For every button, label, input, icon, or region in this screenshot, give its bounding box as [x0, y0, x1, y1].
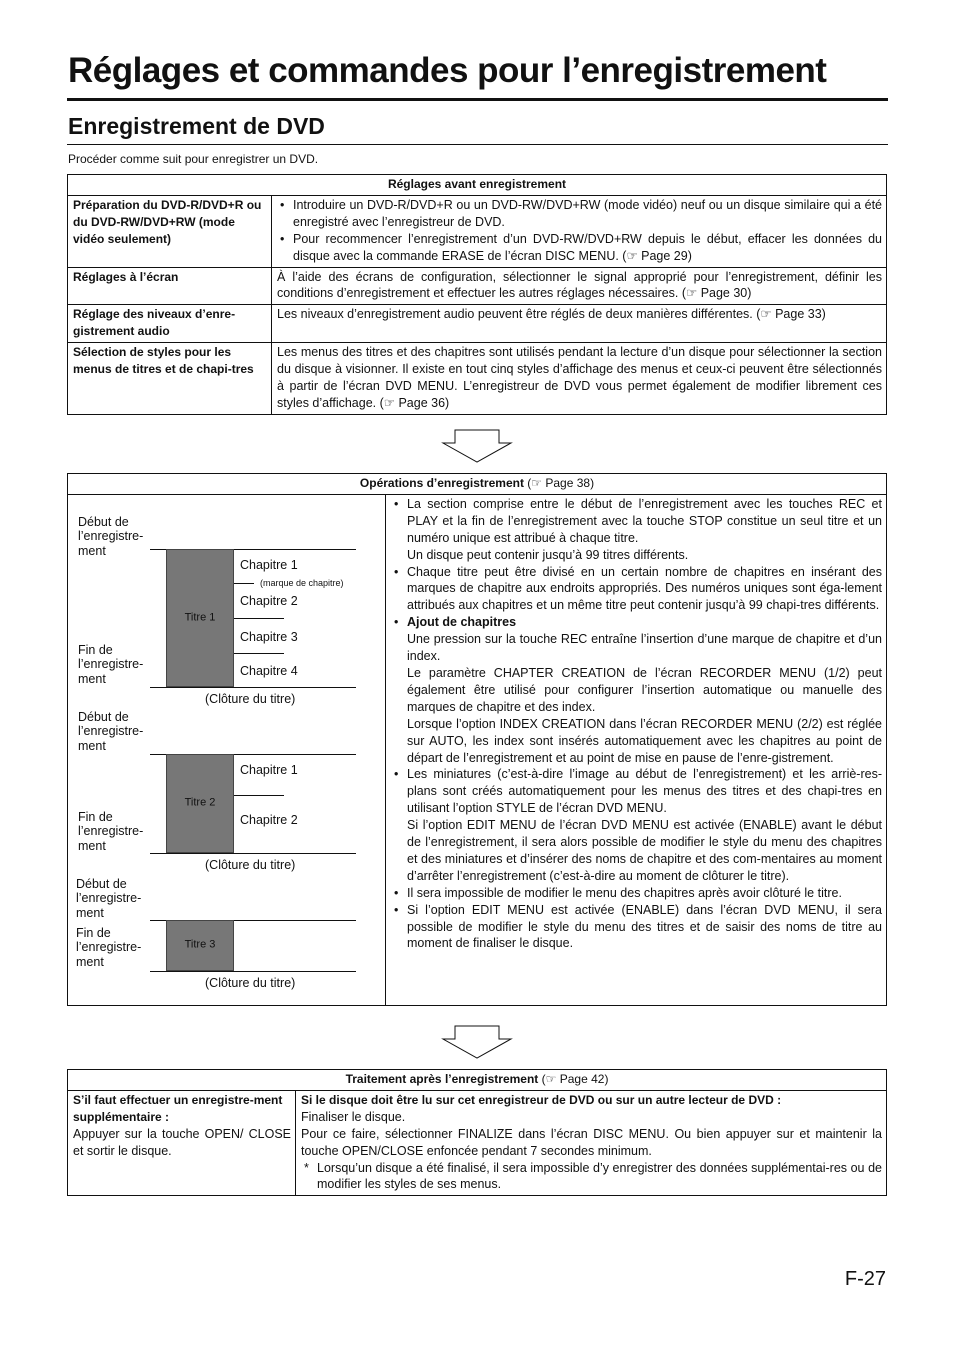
close-label: (Clôture du titre) [205, 691, 296, 706]
start-label: Début de l’enregistre- ment [76, 876, 142, 920]
list-item [391, 496, 882, 564]
chapter-label: Chapitre 2 [240, 812, 298, 827]
chapter-label: Chapitre 3 [240, 629, 298, 644]
chapter-label: Chapitre 2 [240, 593, 298, 608]
page-title: Réglages et commandes pour l’enregistrement [68, 51, 827, 90]
table-row [68, 1090, 887, 1195]
post-right-cell [296, 1090, 887, 1195]
list-item [391, 902, 882, 953]
row-label: Réglages à l’écran [68, 267, 272, 305]
bullet-text: Le paramètre CHAPTER CREATION de l’écran RECORDER MENU (1/2) peut également être utilisé pour configurer l’insertion automatique ou manuelle des marques de chapitre et des index. [407, 665, 882, 714]
chapter-label: Chapitre 4 [240, 663, 298, 678]
end-label: Fin de l’enregistre- ment [76, 925, 142, 969]
end-label: Fin de l’enregistre- ment [78, 642, 144, 686]
end-label: Fin de l’enregistre- ment [78, 809, 144, 853]
post-note: * Lorsqu’un disque a été finalisé, il sera impossible d’y enregistrer des données supplémentai-res ou de modifier les styles de ses menus. [301, 1160, 882, 1194]
post-right-text: Finaliser le disque. [301, 1109, 406, 1124]
table-row [68, 195, 887, 267]
table-row [68, 494, 887, 1005]
title-bar [166, 754, 234, 853]
bullet-text: • Il sera impossible de modifier le menu des chapitres après avoir clôturé le titre. [407, 885, 842, 900]
row-content: À l’aide des écrans de configuration, sélectionner le signal approprié pour l’enregistrement, définir les conditions d’enregistrement et effectuer les autres réglages nécessaires. (☞ Page 30) [272, 267, 887, 305]
settings-table [67, 174, 887, 415]
post-right-title: Si le disque doit être lu sur cet enregistreur de DVD ou sur un autre lecteur de DVD : [301, 1092, 782, 1107]
row-label: Préparation du DVD-R/DVD+R ou du DVD-RW/DVD+RW (mode vidéo seulement) [68, 195, 272, 267]
title-rule [67, 98, 888, 101]
close-label: (Clôture du titre) [205, 975, 296, 990]
table-row [68, 343, 887, 415]
post-recording-table [67, 1069, 887, 1196]
section-rule [67, 144, 888, 145]
bullet-text: Lorsque l’option INDEX CREATION dans l’écran RECORDER MENU (2/2) est réglée sur AUTO, les index sont insérés automatiquement avec les chapitres au point de départ de l’enregistrement et au point de mise en pause de l’enre-gistrement. [407, 716, 882, 765]
bullet-text: • Si l’option EDIT MENU est activée (ENABLE) dans l’écran DVD MENU, il sera possible de modifier le style du menu des titres et de saisir des noms de titre au moment de finaliser le disque. [407, 902, 882, 951]
down-arrow-icon [441, 429, 513, 463]
operations-table-header [68, 474, 887, 495]
row-content: Les menus des titres et des chapitres sont utilisés pendant la lecture d’un disque pour sélectionner la section du disque à visionner. Il existe en tout cinq styles d’affichage des menus et ceux-ci peuvent être sélectionnés à partir de l’écran DVD MENU. L’enregistreur de DVD vous permet également de modifier librement ces styles d’affichage. (☞ Page 36) [272, 343, 887, 415]
settings-table-header: Réglages avant enregistrement [68, 175, 887, 196]
post-right-text: Pour ce faire, sélectionner FINALIZE dans l’écran DISC MENU. Ou bien appuyer sur et maintenir la touche OPEN/CLOSE enfoncée pendant 7 secondes minimum. [301, 1126, 882, 1158]
row-content: Les niveaux d’enregistrement audio peuvent être réglés de deux manières différentes. (☞ Page 33) [272, 305, 887, 343]
row-label: Réglage des niveaux d’enre-gistrement audio [68, 305, 272, 343]
table-row [68, 305, 887, 343]
start-label: Début de l’enregistre- ment [78, 514, 144, 558]
operations-table [67, 473, 887, 1006]
bullet-title: Ajout de chapitres [407, 615, 517, 630]
title-bar [166, 549, 234, 687]
recording-diagram-cell [68, 494, 386, 1005]
table-row [68, 267, 887, 305]
post-header-ref: (☞ Page 42) [538, 1072, 609, 1086]
chapter-label: Chapitre 1 [240, 762, 298, 777]
chapter-mark-label: (marque de chapitre) [260, 577, 344, 588]
title-label: Titre 2 [184, 796, 216, 809]
post-left-cell [68, 1090, 296, 1195]
chapter-label: Chapitre 1 [240, 557, 298, 572]
recording-diagram [68, 495, 378, 1005]
post-left-text: Appuyer sur la touche OPEN/ CLOSE et sortir le disque. [73, 1126, 291, 1158]
intro-text: Procéder comme suit pour enregistrer un DVD. [68, 152, 319, 166]
bullet-text: Une pression sur la touche REC entraîne l’insertion d’une marque de chapitre et d’un index. [407, 632, 882, 664]
list-item [391, 885, 882, 902]
post-table-header [68, 1070, 887, 1091]
bullet-text: • Chaque titre peut être divisé en un certain nombre de chapitres en insérant des marques de chapitre aux endroits appropriés. Des numéros uniques sont éga-lement attribués aux chapitres et un même titre peut contenir jusqu’à 99 chapi-tres différents. [407, 564, 882, 613]
row-content [272, 195, 887, 267]
list-item: • Introduire un DVD-R/DVD+R ou un DVD-RW/DVD+RW (mode vidéo) neuf ou un disque similaire qui a été enregistré avec l’enregistreur de DVD. [277, 197, 882, 231]
list-item [391, 766, 882, 884]
row-label: Sélection de styles pour les menus de titres et de chapi-tres [68, 343, 272, 415]
post-header-title: Traitement après l’enregistrement [345, 1072, 539, 1086]
post-left-title: S’il faut effectuer un enregistre-ment supplémentaire : [73, 1092, 283, 1124]
start-label: Début de l’enregistre- ment [78, 709, 144, 753]
title-label: Titre 1 [184, 611, 216, 624]
down-arrow-icon [441, 1025, 513, 1059]
page-number: F-27 [844, 1268, 886, 1290]
bullet-text: • La section comprise entre le début de l’enregistrement avec les touches REC et PLAY et la fin de l’enregistrement avec la touche STOP constitue un seul titre et un numéro unique est attribué à chaque titre. [407, 496, 882, 545]
list-item [391, 614, 882, 766]
bullet-text: Si l’option EDIT MENU de l’écran DVD MENU est activée (ENABLE) avant le début de l’enregistrement, il sera alors possible de modifier le style du menu des chapitres et des miniatures et d’insérer des noms de chapitre et des com-mentaires au moment d’arrêter l’enregistrement (c’est-à-dire au moment de clôturer le titre). [407, 818, 882, 883]
operations-header-ref: (☞ Page 38) [523, 476, 595, 490]
operations-header-title: Opérations d’enregistrement [359, 476, 524, 490]
bullet-text: Un disque peut contenir jusqu’à 99 titres différents. [407, 547, 689, 562]
title-label: Titre 3 [184, 938, 216, 951]
close-label: (Clôture du titre) [205, 857, 296, 872]
list-item: • Pour recommencer l’enregistrement d’un DVD-RW/DVD+RW depuis le début, effacer les données du disque avec la commande ERASE de l’écran DISC MENU. (☞ Page 29) [277, 231, 882, 265]
bullet-text: • Les miniatures (c’est-à-dire l’image au début de l’enregistrement) et les arriè-res-plans sont créés automatiquement pour les menus des titres et des chapi-tres en utilisant l’option STYLE de l’écran DVD MENU. [407, 767, 882, 816]
list-item [391, 564, 882, 615]
operations-content [386, 494, 887, 1005]
title-bar [166, 920, 234, 971]
section-title: Enregistrement de DVD [68, 113, 325, 139]
